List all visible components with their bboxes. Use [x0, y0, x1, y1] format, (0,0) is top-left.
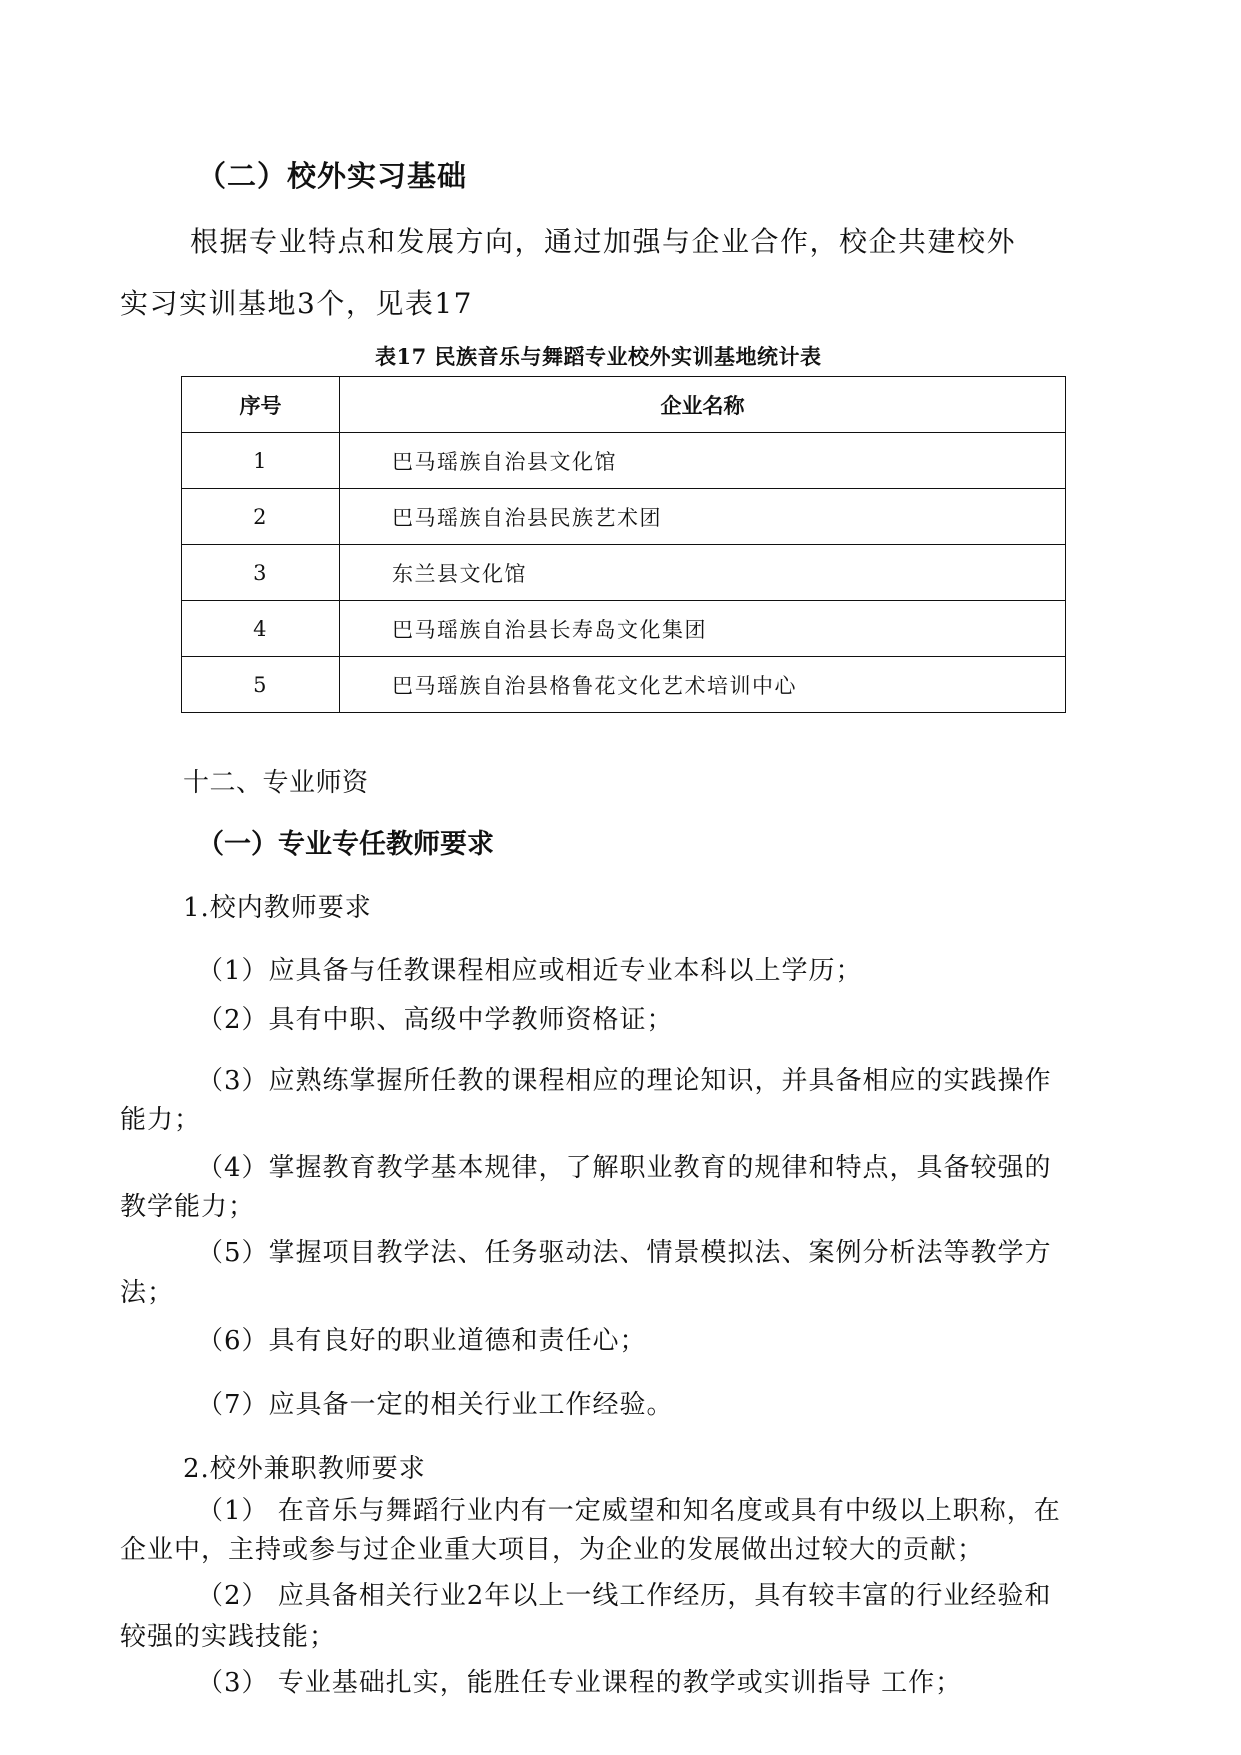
table-row — [182, 545, 1066, 601]
external-requirement-1-line1: （1） 在音乐与舞蹈行业内有一定威望和知名度或具有中级以上职称，在 — [197, 1496, 1061, 1526]
table-row — [182, 657, 1066, 713]
chapter-twelve-heading: 十二、专业师资 — [183, 768, 369, 798]
row-company-name: 巴马瑶族自治县格鲁花文化艺术培训中心 — [340, 657, 1066, 713]
internal-requirement-4-line2: 教学能力； — [120, 1192, 256, 1222]
external-requirement-1-line2: 企业中，主持或参与过企业重大项目，为企业的发展做出过较大的贡献； — [120, 1535, 985, 1565]
internal-requirement-6: （6）具有良好的职业道德和责任心； — [197, 1326, 647, 1356]
internal-requirement-3-line2: 能力； — [120, 1105, 202, 1135]
training-base-table — [181, 376, 1066, 713]
section-heading-offcampus-base: （二）校外实习基础 — [197, 159, 468, 193]
row-company-name: 东兰县文化馆 — [340, 545, 1066, 601]
table-row — [182, 601, 1066, 657]
internal-requirement-5-line2: 法； — [120, 1278, 175, 1308]
row-number: 1 — [182, 433, 340, 489]
subsection-fulltime-teacher-heading: （一）专业专任教师要求 — [197, 829, 494, 860]
intro-paragraph-line2: 实习实训基地3个，见表17 — [120, 287, 473, 320]
internal-requirement-1: （1）应具备与任教课程相应或相近专业本科以上学历； — [197, 956, 863, 986]
external-requirement-2-line1: （2） 应具备相关行业2年以上一线工作经历，具有较丰富的行业经验和 — [197, 1581, 1052, 1611]
internal-requirement-2: （2）具有中职、高级中学教师资格证； — [197, 1005, 674, 1035]
table-caption: 表17 民族音乐与舞蹈专业校外实训基地统计表 — [375, 344, 822, 369]
row-number: 4 — [182, 601, 340, 657]
external-teacher-title: 2.校外兼职教师要求 — [183, 1454, 426, 1484]
row-company-name: 巴马瑶族自治县长寿岛文化集团 — [340, 601, 1066, 657]
header-company-name: 企业名称 — [340, 377, 1066, 433]
internal-requirement-3-line1: （3）应熟练掌握所任教的课程相应的理论知识，并具备相应的实践操作 — [197, 1066, 1052, 1096]
row-number: 5 — [182, 657, 340, 713]
internal-requirement-5-line1: （5）掌握项目教学法、任务驱动法、情景模拟法、案例分析法等教学方 — [197, 1238, 1052, 1268]
table-row — [182, 433, 1066, 489]
row-company-name: 巴马瑶族自治县文化馆 — [340, 433, 1066, 489]
internal-requirement-7: （7）应具备一定的相关行业工作经验。 — [197, 1390, 674, 1420]
header-sequence: 序号 — [182, 377, 340, 433]
external-requirement-2-line2: 较强的实践技能； — [120, 1622, 337, 1652]
row-number: 2 — [182, 489, 340, 545]
intro-paragraph-line1: 根据专业特点和发展方向，通过加强与企业合作，校企共建校外 — [190, 225, 1017, 258]
row-number: 3 — [182, 545, 340, 601]
internal-requirement-4-line1: （4）掌握教育教学基本规律，了解职业教育的规律和特点，具备较强的 — [197, 1153, 1052, 1183]
table-row — [182, 489, 1066, 545]
table-header-row — [182, 377, 1066, 433]
external-requirement-3: （3） 专业基础扎实，能胜任专业课程的教学或实训指导 工作； — [197, 1668, 963, 1698]
row-company-name: 巴马瑶族自治县民族艺术团 — [340, 489, 1066, 545]
internal-teacher-title: 1.校内教师要求 — [183, 893, 372, 923]
